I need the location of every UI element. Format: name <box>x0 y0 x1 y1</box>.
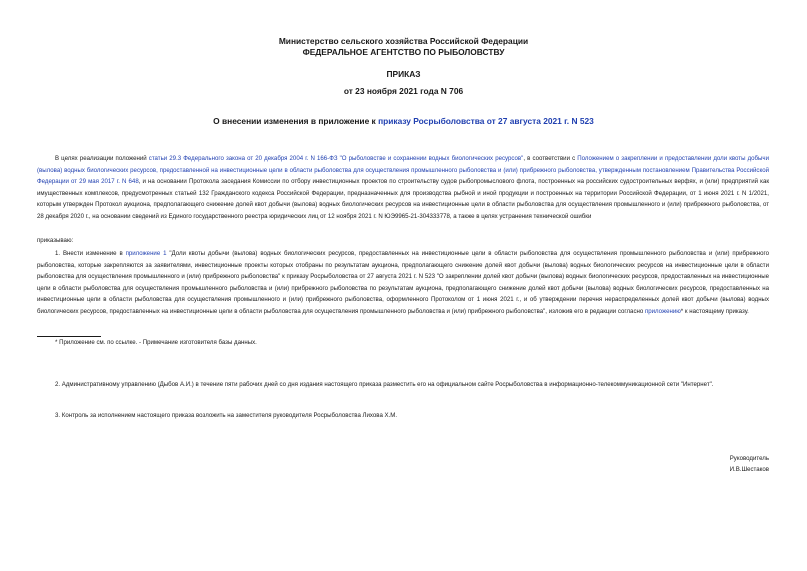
law-link[interactable]: статьи 29.3 Федерального закона от 20 декабря 2004 г. N 166-ФЗ "О рыболовстве и сохранении водных биологических ресурсов" <box>148 155 524 162</box>
item-1-paragraph <box>37 248 769 318</box>
signature-block <box>730 453 769 475</box>
preamble-paragraph <box>37 153 769 223</box>
appendix-1-link[interactable]: приложение 1 <box>125 250 167 257</box>
signature-title: Руководитель <box>729 455 769 462</box>
appendix-link[interactable]: приложению <box>644 307 681 315</box>
ministry-title: Министерство сельского хозяйства Российской Федерации <box>278 36 529 46</box>
item1-text-1: 1. Внести изменение в <box>55 250 126 257</box>
footnote-divider <box>37 336 101 337</box>
preamble-text-3: , и на основании Протокола заседания Комиссии по отбору инвестиционных проектов по строительству судов рыбопромыслового флота, построенных на российских судостроительных верфях, и (или) предприятий как имущественных комплексов, предусмотренных статьей 132 Гражданского кодекса Российской Федерации, предназначенных для производства рыбной и иной продукции и построенных на территории Российской Федерации, от 1 июня 2021 г. N 1/2021, которым утвержден Протокол аукциона, предполагающего снижение долей квот добычи (вылова) водных биологических ресурсов на инвестиционные цели в области рыболовства для осуществления промышленного и (или) прибрежного рыболовства, от 28 декабря 2020 г., на основании сведений из Единого государственного реестра юридических лиц от 12 ноября 2021 г. N ЮЭ9965-21-304333778, а также в целях устранения технической ошибки <box>37 178 769 220</box>
regulation-link[interactable]: Положением о закреплении и предоставлении доли квоты добычи (вылова) водных биологических ресурсов, предоставленной на инвестиционные цели в области рыболовства для осуществления промышленного рыболовства и (или) прибрежного рыболовства, утвержденным постановлением Правительства Российской Федерации от 29 мая 2017 г. N 648 <box>37 155 769 186</box>
signature-name: И.В.Шестаков <box>729 466 769 473</box>
item1-text-3: * к настоящему приказу. <box>680 307 749 315</box>
item1-text-2: "Доли квоты добычи (вылова) водных биологических ресурсов, предоставленных на инвестиционные цели в области рыболовства для осуществления промышленного рыболовства и (или) прибрежного рыболовства, которые закрепляются за заявителями, инвестиционные проекты которых отобраны по результатам аукциона, предполагающего снижение долей квот добычи (вылова) водных биологических ресурсов на инвестиционные цели в области рыболовства для осуществления промышленного и (или) прибрежного рыболовства" к приказу Росрыболовства от 27 августа 2021 г. N 523 "О закреплении долей квот добычи (вылова) водных биологических ресурсов, предоставленных на инвестиционные цели в области рыболовства для осуществления промышленного рыболовства и (или) прибрежного рыболовства по результатам аукциона, предполагающего снижение долей квот добычи (вылова) водных биологических ресурсов, предоставленных на инвестиционные цели в области рыболовства для осуществления промышленного и (или) прибрежного рыболовства, оформленного Протоколом от 1 июня 2021 г., и об утверждении перечня нераспределенных долей квот добычи (вылова) водных биологических ресурсов, предоставленных на инвестиционные цели в области рыболовства для осуществления промышленного рыболовства и (или) прибрежного рыболовства", изложив его в редакции согласно <box>37 250 769 315</box>
footnote: * Приложение см. по ссылке. - Примечание изготовителя базы данных. <box>55 339 257 346</box>
preamble-text-2: , в соответствии с <box>523 155 578 162</box>
doc-subject <box>0 116 807 127</box>
agency-title: ФЕДЕРАЛЬНОЕ АГЕНТСТВО ПО РЫБОЛОВСТВУ <box>302 47 505 57</box>
preamble-text-1: В целях реализации положений <box>55 155 149 162</box>
item-2-paragraph <box>37 379 769 391</box>
order-word: приказываю: <box>37 237 74 244</box>
subject-link[interactable]: приказу Росрыболовства от 27 августа 2021 г. N 523 <box>378 116 594 126</box>
item2-text: 2. Административному управлению (Дыбов А.И.) в течение пяти рабочих дней со дня издания настоящего приказа разместить его на официальном сайте Росрыболовства в информационно-телекоммуникационной сети "Интернет". <box>55 381 714 388</box>
doc-type: ПРИКАЗ <box>386 69 421 79</box>
item-3-paragraph: 3. Контроль за исполнением настоящего приказа возложить на заместителя руководителя Росрыболовства Лихова Х.М. <box>55 412 398 419</box>
subject-text: О внесении изменения в приложение к <box>213 116 379 126</box>
doc-date-number: от 23 ноября 2021 года N 706 <box>343 86 464 96</box>
